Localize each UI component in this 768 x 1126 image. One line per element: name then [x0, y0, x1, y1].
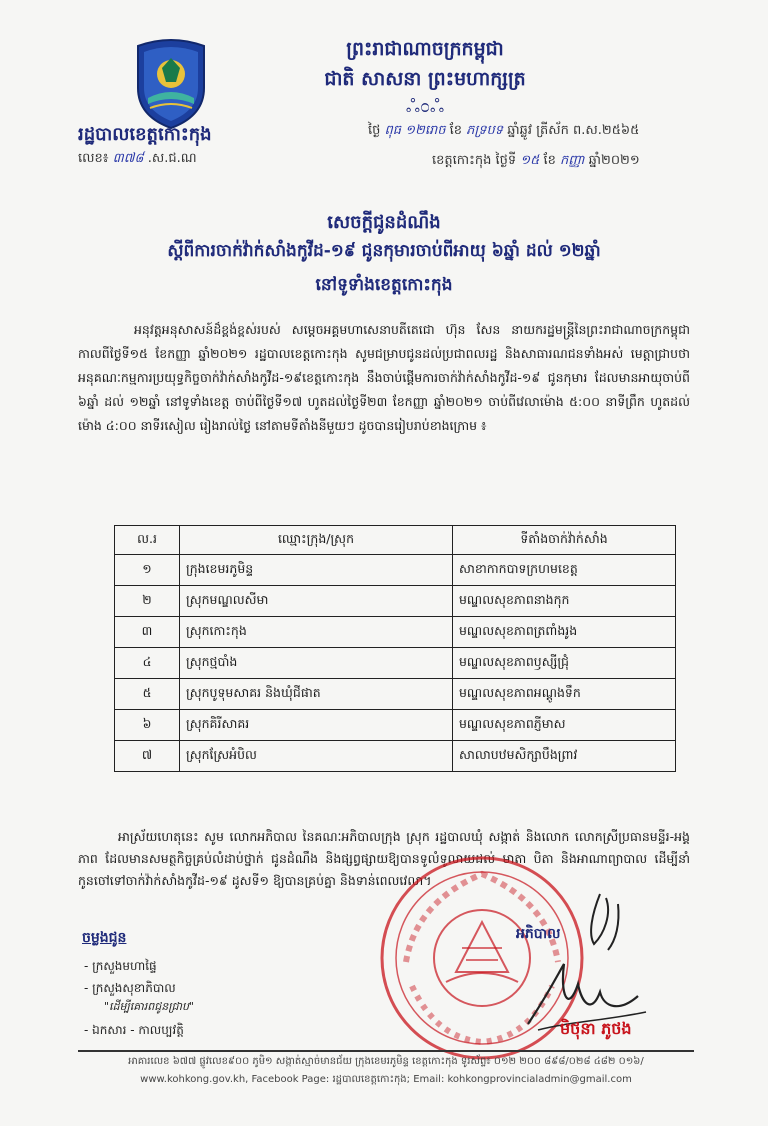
lunar-month: ភទ្របទ: [466, 123, 504, 138]
row-site: សាខាកាកបាទក្រហមខេត្ត: [453, 555, 676, 586]
solar-place: ខេត្តកោះកុង ថ្ងៃទី: [432, 153, 517, 168]
document-scope: នៅទូទាំងខេត្តកោះកុង: [315, 275, 453, 295]
row-district: ស្រុកកោះកុង: [180, 617, 453, 648]
ref-label: លេខ៖: [78, 151, 109, 166]
header-ornament: ஃ೦ஃ: [405, 96, 445, 117]
col-number: ល.រ: [115, 526, 180, 555]
provincial-seal-logo: [128, 38, 214, 130]
signatory-name: មិថុនា ភូថង: [560, 1019, 632, 1038]
table-row: [115, 648, 676, 679]
table-row: [115, 710, 676, 741]
solar-day: ១៥: [520, 153, 540, 168]
row-district: ក្រុងខេមរភូមិន្ទ: [180, 555, 453, 586]
footer-address: អាគារលេខ ៦៧៧ ផ្លូវលេខ៩០០ ភូមិ១ សង្កាត់ស្មាច់មានជ័យ ក្រុងខេមរភូមិន្ទ ខេត្តកោះកុង ទូរស័ព្ទ៖ ០១២ ២០០ ៨៩៨/០២៨ ៤៨២ ០១៦/: [128, 1056, 644, 1067]
table-row: [115, 555, 676, 586]
body-paragraph: អនុវត្តអនុសាសន៍ដ៏ខ្ពង់ខ្ពស់របស់ សម្តេចអគ្គមហាសេនាបតីតេជោ ហ៊ុន សែន នាយករដ្ឋមន្ត្រីនៃព្រះរាជាណាចក្រកម្ពុជា កាលពីថ្ងៃទី១៥ ខែកញ្ញា ឆ្នាំ២០២១ រដ្ឋបាលខេត្តកោះកុង សូមជម្រាបជូនដល់ប្រជាពលរដ្ឋ និងសាធារណជនទាំងអស់ មេត្តាជ្រាបថា អនុគណៈកម្មការប្រយុទ្ធកិច្ចចាក់វ៉ាក់សាំងកូវីដ-១៩ខេត្តកោះកុង នឹងចាប់ផ្តើមការចាក់វ៉ាក់សាំងកូវីដ-១៩ ជូនកុមារ ដែលមានអាយុចាប់ពី ៦ឆ្នាំ ដល់ ១២ឆ្នាំ នៅទូទាំងខេត្ត ចាប់ពីថ្ងៃទី១៧ ហូតដល់ថ្ងៃទី២៣ ខែកញ្ញា ឆ្នាំ២០២១ ចាប់ពីវេលាម៉ោង ៥:០០ នាទីព្រឹក ហូតដល់ម៉ោង ៤:០០ នាទីរសៀល រៀងរាល់ថ្ងៃ នៅតាមទីតាំងនីមួយៗ ដូចបានរៀបរាប់ខាងក្រោម ៖: [78, 322, 690, 433]
lunar-date: [368, 122, 639, 141]
solar-year: ឆ្នាំ២០២១: [588, 153, 640, 168]
closing-paragraph: អាស្រ័យហេតុនេះ សូម លោកអភិបាល នៃគណៈអភិបាលក្រុង ស្រុក រដ្ឋបាលឃុំ សង្កាត់ និងលោក លោកស្រីប្រធានមន្ទីរ-អង្គភាព ដែលមានសមត្ថកិច្ចគ្រប់លំដាប់ថ្នាក់ ជូនដំណឹង និងផ្សព្វផ្សាយឱ្យបានទូលំទូលាយដល់ មាតា បិតា និងអាណាព្យាបាល ដើម្បីនាំកូនចៅទៅចាក់វ៉ាក់សាំងកូវីដ-១៩ ដូសទី១ ឱ្យបានគ្រប់គ្នា និងទាន់ពេលវេលា។: [78, 829, 690, 888]
row-number: ៣: [115, 617, 180, 648]
row-number: ៦: [115, 710, 180, 741]
row-number: ៧: [115, 741, 180, 772]
cc-item: - ឯកសារ - កាលប្បវត្តិ: [84, 1023, 184, 1037]
row-site: សាលាបឋមសិក្សាបឹងព្រាវ: [453, 741, 676, 772]
row-number: ១: [115, 555, 180, 586]
footer-rule: [78, 1050, 694, 1052]
row-district: ស្រុកមណ្ឌលសីមា: [180, 586, 453, 617]
table-row: [115, 617, 676, 648]
table-header-row: [115, 526, 676, 555]
cc-item-note: "ដើម្បីគោរពជូនជ្រាប": [104, 1000, 194, 1013]
table-row: [115, 679, 676, 710]
row-number: ៤: [115, 648, 180, 679]
row-site: មណ្ឌលសុខភាពអណ្តូងទឹក: [453, 679, 676, 710]
row-district: ស្រុកគិរីសាគរ: [180, 710, 453, 741]
document-title: សេចក្តីជូនដំណឹង: [327, 212, 441, 233]
ref-suffix: .ស.ជ.ណ: [147, 151, 197, 166]
lunar-day: ពុធ ១២រោច: [384, 123, 446, 138]
row-district: ស្រុកបូទុមសាគរ និងឃុំជីផាត: [180, 679, 453, 710]
national-motto: ជាតិ សាសនា ព្រះមហាក្សត្រ: [324, 68, 526, 90]
row-site: មណ្ឌលសុខភាពភ្ញីមាស: [453, 710, 676, 741]
ref-number: ៣៧៨: [112, 151, 144, 166]
col-district: ឈ្មោះក្រុង/ស្រុក: [180, 526, 453, 555]
issuing-authority: រដ្ឋបាលខេត្តកោះកុង: [78, 124, 212, 145]
lunar-month-label: ខែ: [449, 123, 463, 138]
vaccination-sites-table: [114, 525, 676, 772]
lunar-day-label: ថ្ងៃ: [368, 123, 381, 138]
col-site: ទីតាំងចាក់វ៉ាក់សាំង: [453, 526, 676, 555]
table-row: [115, 586, 676, 617]
solar-month: កញ្ញា: [559, 153, 585, 168]
document-subject: ស្តីពីការចាក់វ៉ាក់សាំងកូវីដ-១៩ ជូនកុមារចាប់ពីអាយុ ៦ឆ្នាំ ដល់ ១២ឆ្នាំ: [167, 241, 601, 261]
row-site: មណ្ឌលសុខភាពនាងកុក: [453, 586, 676, 617]
row-number: ២: [115, 586, 180, 617]
row-district: ស្រុកស្រែអំបិល: [180, 741, 453, 772]
table-row: [115, 741, 676, 772]
cc-heading: ចម្លងជូន: [82, 930, 127, 946]
reference-number: [78, 150, 197, 169]
cc-item: - ក្រសួងសុខាភិបាល: [84, 981, 176, 995]
cc-item: - ក្រសួងមហាផ្ទៃ: [84, 959, 157, 973]
kingdom-header: [300, 34, 550, 94]
kingdom-name: ព្រះរាជាណាចក្រកម្ពុជា: [346, 38, 504, 60]
solar-month-label: ខែ: [543, 153, 556, 168]
lunar-year: ឆ្នាំឆ្លូវ ត្រីស័ក ព.ស.២៥៦៥: [507, 123, 640, 138]
solar-date: [432, 152, 640, 171]
row-site: មណ្ឌលសុខភាពឫស្សីជ្រុំ: [453, 648, 676, 679]
row-district: ស្រុកថ្មបាំង: [180, 648, 453, 679]
row-number: ៥: [115, 679, 180, 710]
footer-contact: www.kohkong.gov.kh, Facebook Page: រដ្ឋបាលខេត្តកោះកុង; Email: kohkongprovincialadmin@gmail.com: [140, 1074, 632, 1085]
row-site: មណ្ឌលសុខភាពត្រពាំងរូង: [453, 617, 676, 648]
signatory-title: អភិបាល: [516, 926, 561, 942]
